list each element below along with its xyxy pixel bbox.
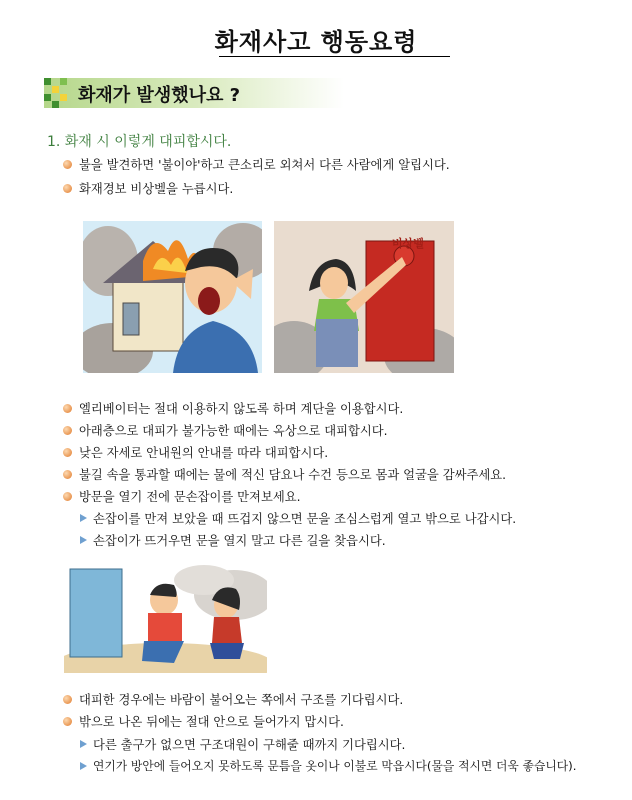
banner-square-icon (44, 78, 51, 85)
bullet-icon (63, 404, 72, 413)
list-item: 낮은 자세로 안내원의 안내를 따라 대피합시다. (79, 446, 329, 460)
sub-arrow-icon (80, 762, 87, 770)
sub-list-item: 손잡이가 뜨거우면 문을 열지 말고 다른 길을 찾읍시다. (93, 534, 386, 548)
shouting-person-icon (83, 221, 262, 373)
sub-arrow-icon (80, 514, 87, 522)
bullet-icon (63, 695, 72, 704)
bullet-icon (63, 184, 72, 193)
bullet-icon (63, 160, 72, 169)
list-item: 아래층으로 대피가 불가능한 때에는 옥상으로 대피합시다. (79, 424, 388, 438)
list-item: 화재경보 비상벨을 누릅시다. (79, 182, 234, 196)
banner-square-icon (52, 101, 59, 108)
girl-pressing-alarm-icon (274, 221, 454, 373)
bullet-icon (63, 426, 72, 435)
sub-list-item: 연기가 방안에 들어오지 못하도록 문틈을 옷이나 이불로 막읍시다(물을 적시면 더욱 좋습니다). (93, 759, 577, 773)
list-item: 방문을 열기 전에 문손잡이를 만져보세요. (79, 490, 301, 504)
bullet-icon (63, 492, 72, 501)
list-item: 불길 속을 통과할 때에는 물에 적신 담요나 수건 등으로 몸과 얼굴을 감싸주세요. (79, 468, 507, 482)
sub-list-item: 손잡이를 만져 보았을 때 뜨겁지 않으면 문을 조심스럽게 열고 밖으로 나갑시다. (93, 512, 517, 526)
sub-arrow-icon (80, 740, 87, 748)
sub-arrow-icon (80, 536, 87, 544)
banner-square-icon (44, 94, 51, 101)
alarm-illustration (274, 221, 454, 373)
banner-square-icon (52, 86, 59, 93)
children-escaping-smoke-icon (64, 565, 267, 673)
list-item: 밖으로 나온 뒤에는 절대 안으로 들어가지 맙시다. (79, 715, 344, 729)
banner-square-icon (60, 94, 67, 101)
page-title: 화재사고 행동요령 (214, 28, 418, 56)
smoke-illustration (64, 565, 267, 673)
title-underline (219, 56, 450, 57)
shout-illustration (83, 221, 262, 373)
alarm-sign-label: 비상벨 (392, 237, 424, 250)
sub-list-item: 다른 출구가 없으면 구조대원이 구해줄 때까지 기다립시다. (93, 738, 406, 752)
bullet-icon (63, 470, 72, 479)
banner-heading: 화재가 발생했나요 ? (78, 85, 241, 106)
section-heading: 1. 화재 시 이렇게 대피합시다. (47, 134, 232, 150)
list-item: 불을 발견하면 '불이야'하고 큰소리로 외쳐서 다른 사람에게 알립시다. (79, 158, 450, 172)
bullet-icon (63, 717, 72, 726)
list-item: 대피한 경우에는 바람이 불어오는 쪽에서 구조를 기다립시다. (79, 693, 404, 707)
list-item: 엘리베이터는 절대 이용하지 않도록 하며 계단을 이용합시다. (79, 402, 404, 416)
banner-square-icon (60, 78, 67, 85)
bullet-icon (63, 448, 72, 457)
